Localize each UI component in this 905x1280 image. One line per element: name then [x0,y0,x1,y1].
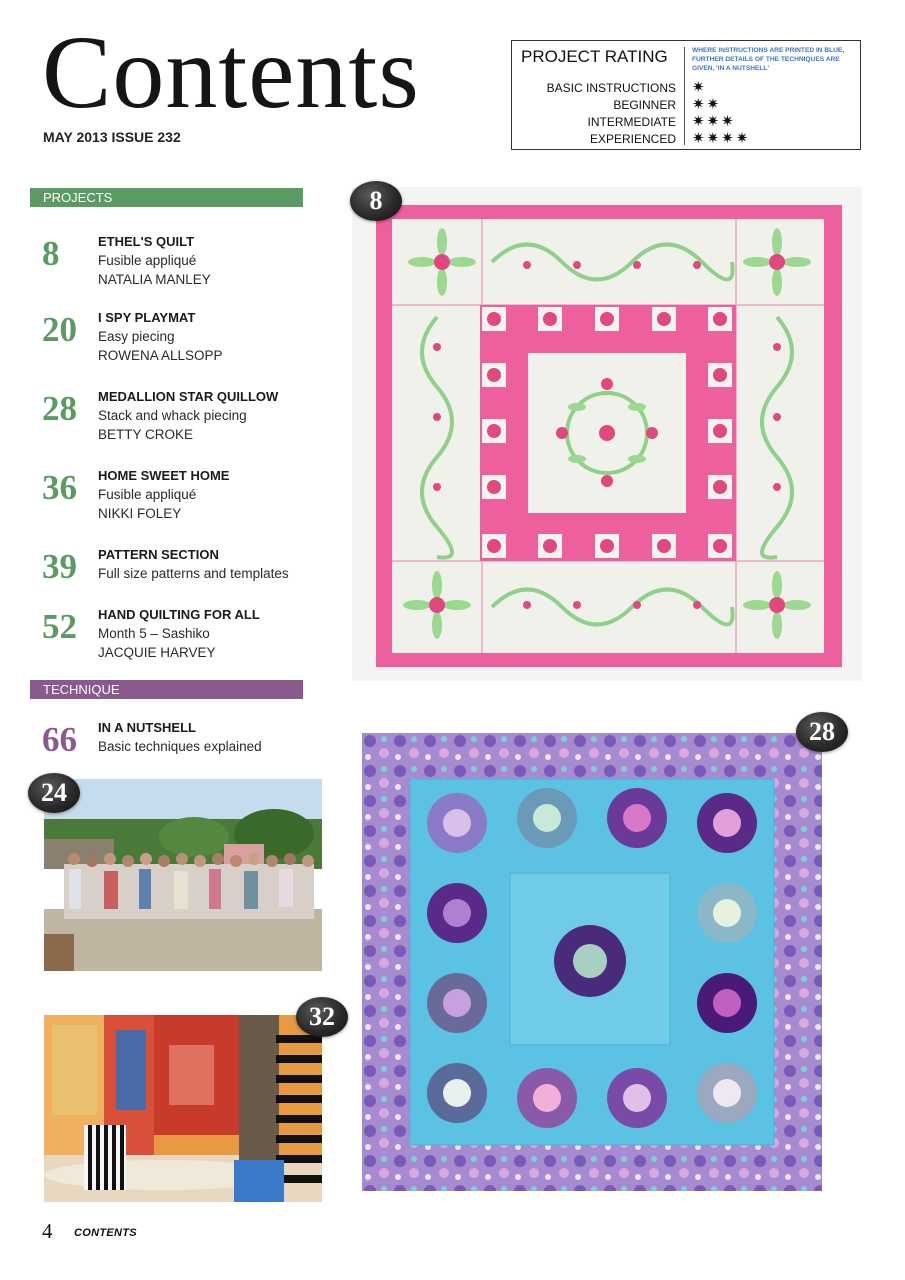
star-icon: ✷✷ [692,96,722,113]
rating-row-basic [512,80,862,97]
pink-quilt-photo [352,187,862,681]
rating-label: BEGINNER [613,98,676,112]
page-number: 36 [42,468,77,507]
page-badge: 32 [296,997,348,1037]
entry-description: Easy piecing [98,329,175,344]
folio-page-number: 4 [42,1219,53,1243]
technique-section-bar: TECHNIQUE [30,680,303,699]
entry-title: I SPY PLAYMAT [98,310,196,325]
entry-description: Fusible appliqué [98,253,197,268]
entry-title: HOME SWEET HOME [98,468,230,483]
entry-description: Full size patterns and templates [98,566,289,581]
rating-row-intermediate [512,114,862,131]
projects-section-bar: PROJECTS [30,188,303,207]
contents-entry[interactable] [42,468,312,528]
page-number: 52 [42,607,77,646]
entry-title: MEDALLION STAR QUILLOW [98,389,279,404]
entry-author: ROWENA ALLSOPP [98,348,223,363]
rating-label: BASIC INSTRUCTIONS [546,81,676,95]
entry-author: NATALIA MANLEY [98,272,211,287]
contents-entry[interactable] [42,607,312,667]
entry-description: Month 5 – Sashiko [98,626,210,641]
gallery-photo [44,1015,322,1202]
page-title: Contents [42,15,420,130]
blue-quilt-photo [362,733,822,1191]
entry-title: HAND QUILTING FOR ALL [98,607,260,622]
entry-author: JACQUIE HARVEY [98,645,216,660]
issue-line: MAY 2013 ISSUE 232 [43,129,181,145]
rating-row-experienced [512,131,862,148]
entry-title: ETHEL'S QUILT [98,234,195,249]
page-number: 28 [42,389,77,428]
contents-entry[interactable] [42,720,312,762]
entry-description: Fusible appliqué [98,487,197,502]
project-rating-box [511,40,861,150]
star-icon: ✷✷✷✷ [692,130,751,147]
page-badge: 24 [28,773,80,813]
contents-entry[interactable] [42,234,312,294]
entry-description: Stack and whack piecing [98,408,247,423]
entry-title: PATTERN SECTION [98,547,219,562]
contents-entry[interactable] [42,310,312,370]
contents-entry[interactable] [42,547,312,607]
star-icon: ✷✷✷ [692,113,736,130]
entry-author: NIKKI FOLEY [98,506,182,521]
entry-author: BETTY CROKE [98,427,194,442]
rating-note: WHERE INSTRUCTIONS ARE PRINTED IN BLUE, FURTHER DETAILS OF THE TECHNIQUES ARE GIVEN, 'IN A NUTSHELL' [692,47,845,72]
footer-section-label: CONTENTS [74,1227,137,1239]
group-photo [44,779,322,971]
page-number: 8 [42,234,60,273]
rating-title: PROJECT RATING [521,47,668,66]
rating-row-beginner [512,97,862,114]
rating-label: INTERMEDIATE [587,115,676,129]
page-badge: 8 [350,181,402,221]
entry-title: IN A NUTSHELL [98,720,196,735]
entry-description: Basic techniques explained [98,739,262,754]
page-number: 66 [42,720,77,759]
page-number: 20 [42,310,77,349]
star-icon: ✷ [692,79,707,96]
contents-entry[interactable] [42,389,312,449]
rating-label: EXPERIENCED [589,132,676,146]
page-number: 39 [42,547,77,586]
page-badge: 28 [796,712,848,752]
